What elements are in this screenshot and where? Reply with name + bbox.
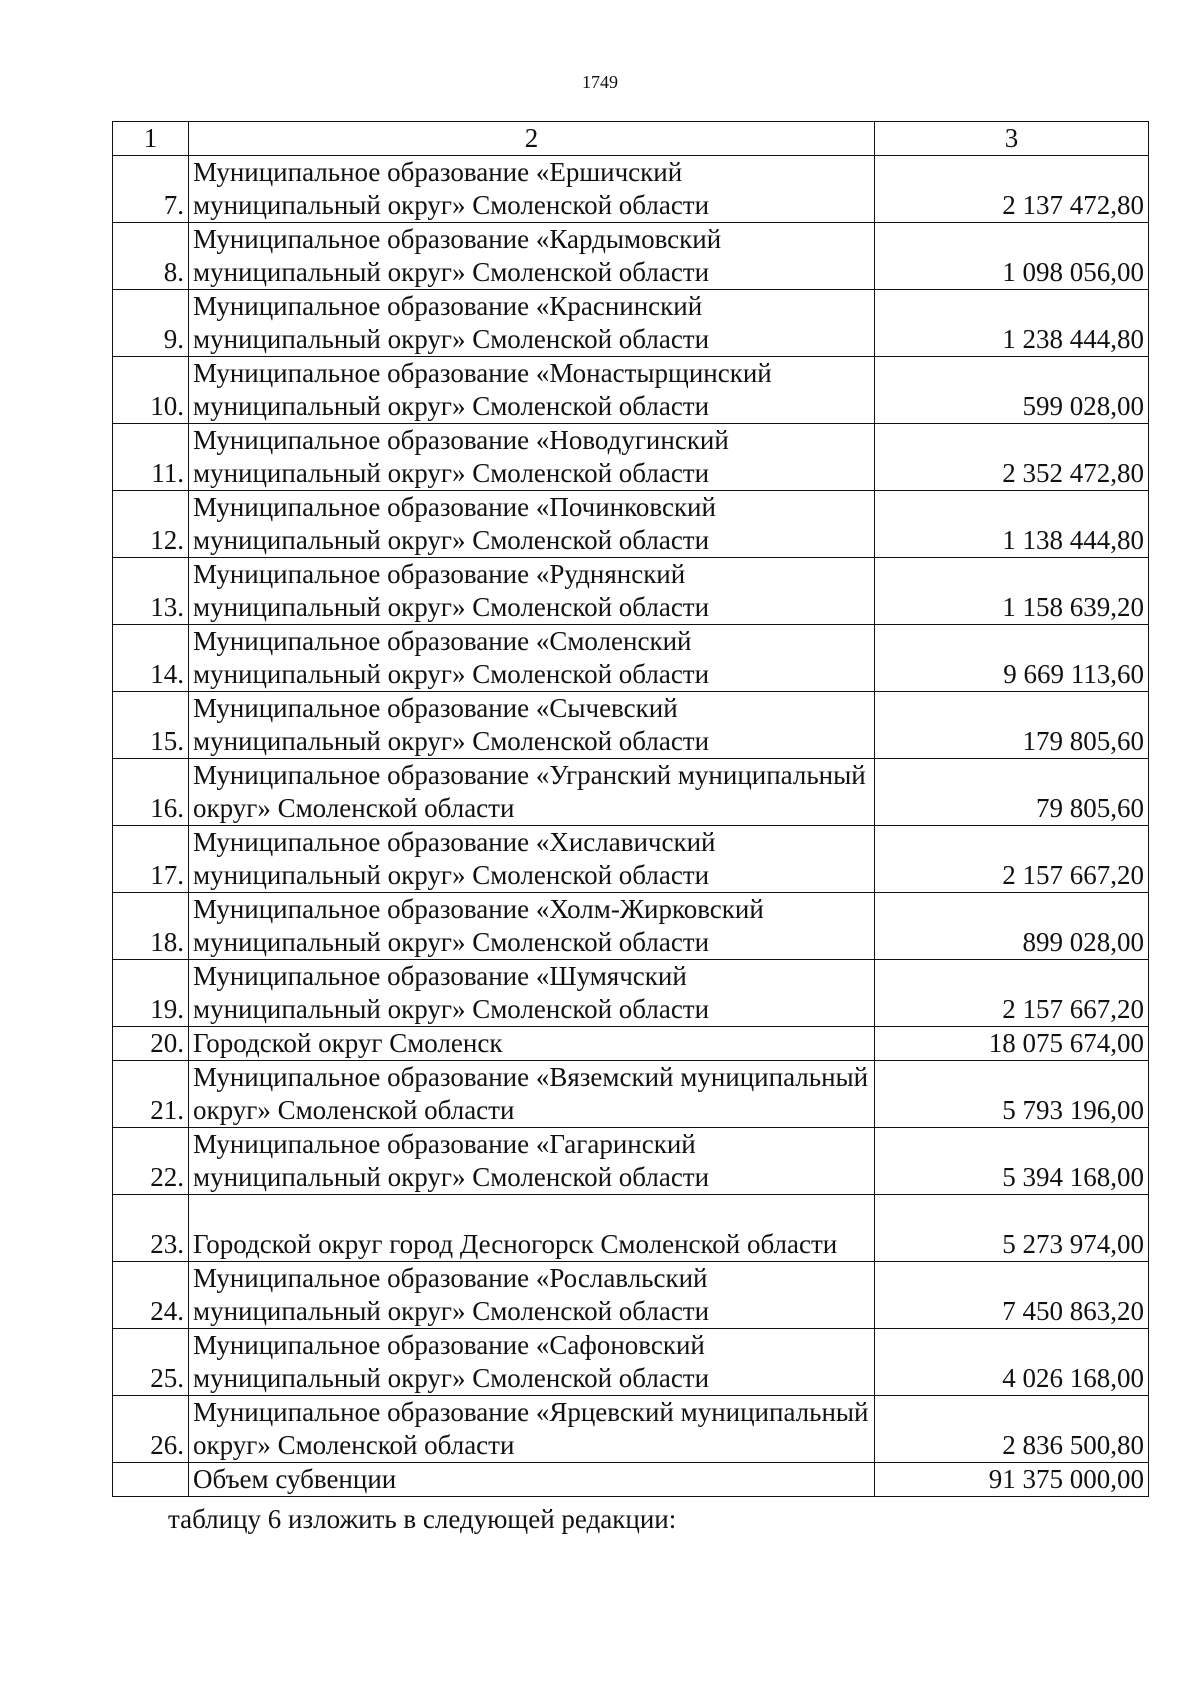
- row-number: 11.: [113, 424, 189, 491]
- total-label: Объем субвенции: [189, 1463, 875, 1497]
- footer-text: таблицу 6 изложить в следующей редакции:: [168, 1504, 677, 1534]
- table-row: [113, 893, 1149, 960]
- table-total-row: [113, 1463, 1149, 1497]
- header-col-2: 2: [189, 122, 875, 156]
- table-row: [113, 1195, 1149, 1262]
- row-name: Муниципальное образование «Сафоновский муниципальный округ» Смоленской области: [189, 1329, 875, 1396]
- row-amount: 1 238 444,80: [875, 290, 1149, 357]
- table-row: [113, 424, 1149, 491]
- row-name: Муниципальное образование «Краснинский муниципальный округ» Смоленской области: [189, 290, 875, 357]
- row-number: 15.: [113, 692, 189, 759]
- row-amount: 5 793 196,00: [875, 1061, 1149, 1128]
- row-name: Муниципальное образование «Новодугинский муниципальный округ» Смоленской области: [189, 424, 875, 491]
- table-row: [113, 1329, 1149, 1396]
- row-amount: 5 273 974,00: [875, 1195, 1149, 1262]
- row-name: Муниципальное образование «Починковский муниципальный округ» Смоленской области: [189, 491, 875, 558]
- row-amount: 18 075 674,00: [875, 1027, 1149, 1061]
- row-amount: 1 138 444,80: [875, 491, 1149, 558]
- row-name: Муниципальное образование «Монастырщинский муниципальный округ» Смоленской области: [189, 357, 875, 424]
- row-number: 26.: [113, 1396, 189, 1463]
- table-row: [113, 625, 1149, 692]
- total-amount: 91 375 000,00: [875, 1463, 1149, 1497]
- table-row: [113, 491, 1149, 558]
- table-row: [113, 1262, 1149, 1329]
- header-col-3: 3: [875, 122, 1149, 156]
- row-name: Городской округ город Десногорск Смоленской области: [189, 1195, 875, 1262]
- row-amount: 1 098 056,00: [875, 223, 1149, 290]
- table-row: [113, 290, 1149, 357]
- table-row: [113, 1061, 1149, 1128]
- table-row: [113, 826, 1149, 893]
- row-amount: 599 028,00: [875, 357, 1149, 424]
- table-row: [113, 1128, 1149, 1195]
- row-number: 14.: [113, 625, 189, 692]
- table-row: [113, 1396, 1149, 1463]
- row-amount: 79 805,60: [875, 759, 1149, 826]
- row-name: Муниципальное образование «Вяземский муниципальный округ» Смоленской области: [189, 1061, 875, 1128]
- row-number: 9.: [113, 290, 189, 357]
- row-amount: 2 137 472,80: [875, 156, 1149, 223]
- table-row: [113, 1027, 1149, 1061]
- row-amount: 7 450 863,20: [875, 1262, 1149, 1329]
- row-name: Городской округ Смоленск: [189, 1027, 875, 1061]
- row-number: 18.: [113, 893, 189, 960]
- row-amount: 1 158 639,20: [875, 558, 1149, 625]
- table-row: [113, 558, 1149, 625]
- row-number: 7.: [113, 156, 189, 223]
- row-name: Муниципальное образование «Гагаринский муниципальный округ» Смоленской области: [189, 1128, 875, 1195]
- row-number: 17.: [113, 826, 189, 893]
- table-row: [113, 156, 1149, 223]
- row-name: Муниципальное образование «Угранский муниципальный округ» Смоленской области: [189, 759, 875, 826]
- row-amount: 9 669 113,60: [875, 625, 1149, 692]
- row-amount: 899 028,00: [875, 893, 1149, 960]
- row-name: Муниципальное образование «Хиславичский муниципальный округ» Смоленской области: [189, 826, 875, 893]
- row-number: 12.: [113, 491, 189, 558]
- row-number: 24.: [113, 1262, 189, 1329]
- row-number: 8.: [113, 223, 189, 290]
- page-number: 1749: [582, 72, 618, 92]
- row-number: 19.: [113, 960, 189, 1027]
- row-name: Муниципальное образование «Ярцевский муниципальный округ» Смоленской области: [189, 1396, 875, 1463]
- row-number: 21.: [113, 1061, 189, 1128]
- row-number: 22.: [113, 1128, 189, 1195]
- row-amount: 5 394 168,00: [875, 1128, 1149, 1195]
- row-number: 23.: [113, 1195, 189, 1262]
- row-amount: 2 836 500,80: [875, 1396, 1149, 1463]
- row-number: 25.: [113, 1329, 189, 1396]
- row-name: Муниципальное образование «Руднянский муниципальный округ» Смоленской области: [189, 558, 875, 625]
- row-number: 10.: [113, 357, 189, 424]
- row-number: 20.: [113, 1027, 189, 1061]
- table-row: [113, 692, 1149, 759]
- header-col-1: 1: [113, 122, 189, 156]
- row-number: 16.: [113, 759, 189, 826]
- row-name: Муниципальное образование «Сычевский муниципальный округ» Смоленской области: [189, 692, 875, 759]
- row-amount: 4 026 168,00: [875, 1329, 1149, 1396]
- row-name: Муниципальное образование «Ершичский муниципальный округ» Смоленской области: [189, 156, 875, 223]
- row-number: [113, 1463, 189, 1497]
- row-amount: 2 352 472,80: [875, 424, 1149, 491]
- row-amount: 2 157 667,20: [875, 826, 1149, 893]
- table-row: [113, 223, 1149, 290]
- table-row: [113, 960, 1149, 1027]
- table-row: [113, 357, 1149, 424]
- subvention-table: [112, 121, 1149, 1497]
- row-number: 13.: [113, 558, 189, 625]
- table-header-row: [113, 122, 1149, 156]
- row-name: Муниципальное образование «Шумячский муниципальный округ» Смоленской области: [189, 960, 875, 1027]
- table-row: [113, 759, 1149, 826]
- row-name: Муниципальное образование «Холм-Жирковский муниципальный округ» Смоленской области: [189, 893, 875, 960]
- row-name: Муниципальное образование «Кардымовский муниципальный округ» Смоленской области: [189, 223, 875, 290]
- row-name: Муниципальное образование «Смоленский муниципальный округ» Смоленской области: [189, 625, 875, 692]
- row-name: Муниципальное образование «Рославльский муниципальный округ» Смоленской области: [189, 1262, 875, 1329]
- row-amount: 179 805,60: [875, 692, 1149, 759]
- row-amount: 2 157 667,20: [875, 960, 1149, 1027]
